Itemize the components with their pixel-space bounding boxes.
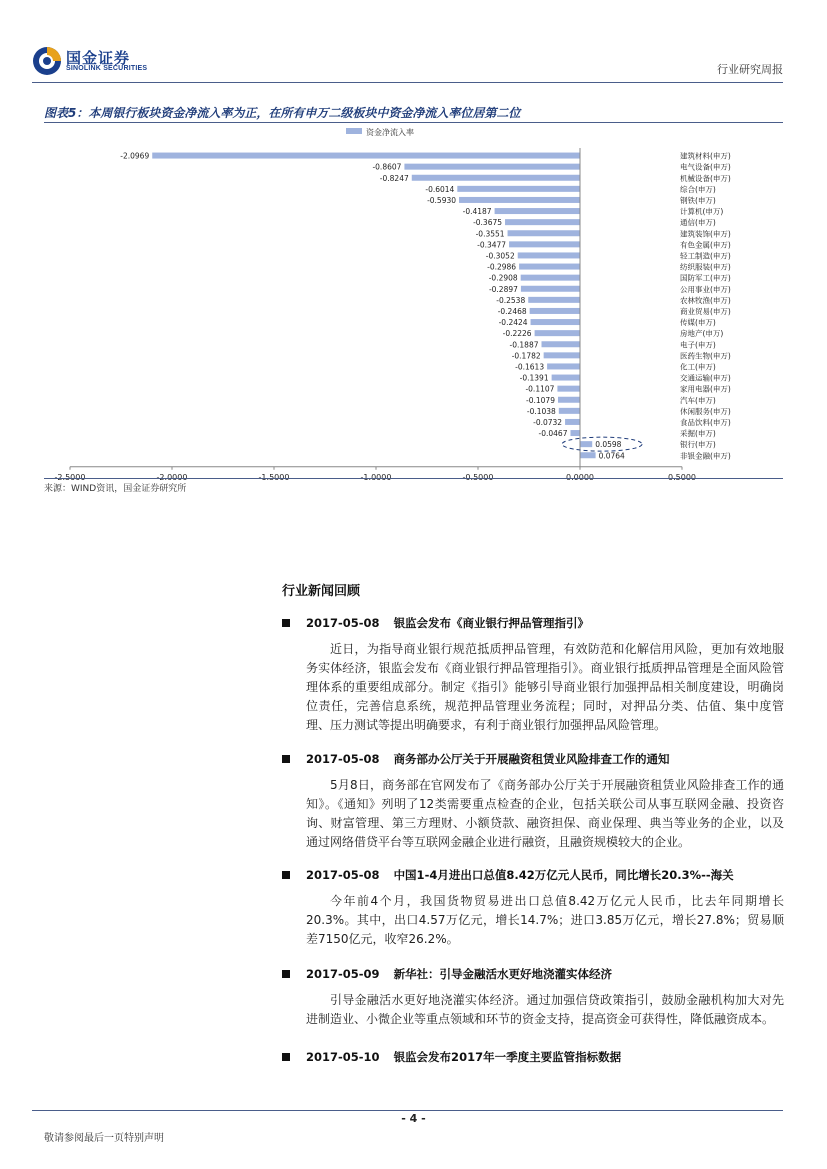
- news-date: 2017-05-09: [306, 967, 380, 981]
- bar: [519, 264, 580, 270]
- bar: [412, 175, 580, 181]
- logo-mark-icon: [32, 46, 62, 76]
- x-tick-label: -0.5000: [462, 472, 494, 482]
- category-label: 房地产(申万): [680, 329, 724, 339]
- news-body: 近日，为指导商业银行规范抵质押品管理，有效防范和化解信用风险，更加有效地服务实体经济，银监会发布《商业银行押品管理指引》。商业银行抵质押品管理是全面风险管理体系的重要组成部分。制定《指引》能够引导商业银行加强押品相关制度建设，明确岗位责任，完善信息系统，规范押品管理业务流程；同时，对押品分类、估值、集中度管理、压力测试等提出明确要求，有利于商业银行加强押品风险管理。: [306, 642, 784, 732]
- bar-value-label: -0.1107: [525, 384, 555, 394]
- category-label: 家用电器(申万): [680, 384, 731, 394]
- news-headline: [282, 1048, 784, 1066]
- header-divider: [32, 82, 783, 83]
- bar-value-label: -0.1782: [511, 351, 541, 361]
- news-headline: [282, 750, 784, 768]
- bar: [559, 408, 580, 414]
- news-headline: [282, 965, 784, 983]
- news-body: 引导金融活水更好地浇灌实体经济。通过加强信贷政策指引，鼓励金融机构加大对先进制造业、小微企业等重点领域和环节的资金支持，提高资金可获得性，降低融资成本。: [306, 993, 784, 1026]
- bar: [509, 241, 580, 247]
- bar-value-label: -0.3551: [475, 229, 505, 239]
- category-label: 休闲服务(申万): [680, 406, 731, 416]
- bar-value-label: -0.2424: [498, 318, 528, 328]
- news-headline: [282, 614, 784, 632]
- x-tick-label: -2.5000: [54, 472, 86, 482]
- news-title: 新华社：引导金融活水更好地浇灌实体经济: [393, 967, 613, 981]
- bar: [547, 363, 580, 369]
- logo-text-cn: 国金证券: [66, 49, 131, 67]
- bar-value-label: -0.3675: [473, 218, 503, 228]
- bullet-icon: [282, 871, 290, 879]
- chart-bottom-divider: [44, 478, 783, 479]
- x-tick-label: 0.0000: [566, 472, 594, 482]
- bar: [580, 452, 596, 458]
- news-item: [282, 750, 784, 852]
- bar-value-label: -0.6014: [425, 184, 455, 194]
- news-date: 2017-05-10: [306, 1050, 380, 1064]
- news-item: [282, 1048, 784, 1066]
- bar-value-label: -0.2226: [502, 329, 532, 339]
- chart-title: 图表5：本周银行板块资金净流入率为正，在所有申万二级板块中资金净流入率位居第二位: [44, 106, 521, 120]
- bar: [531, 319, 580, 325]
- bar-value-label: -0.3052: [485, 251, 515, 261]
- category-label: 公用事业(申万): [680, 284, 731, 294]
- category-label: 医药生物(申万): [680, 351, 731, 361]
- bullet-icon: [282, 970, 290, 978]
- bar-value-label: -0.1613: [515, 362, 545, 372]
- bullet-icon: [282, 1053, 290, 1061]
- bar-value-label: -0.1079: [526, 395, 555, 405]
- x-tick-label: -2.0000: [156, 472, 188, 482]
- bar: [528, 297, 580, 303]
- news-title: 中国1-4月进出口总值8.42万亿元人民币，同比增长20.3%--海关: [393, 868, 734, 882]
- category-label: 农林牧渔(申万): [680, 295, 731, 305]
- category-label: 电子(申万): [680, 340, 716, 350]
- legend-label: 资金净流入率: [366, 128, 414, 137]
- news-title: 商务部办公厅关于开展融资租赁业风险排查工作的通知: [393, 752, 670, 766]
- bar-value-label: -0.2468: [497, 306, 527, 316]
- category-label: 通信(申万): [680, 218, 716, 228]
- chart-source: 来源：WIND资讯，国金证券研究所: [44, 484, 187, 494]
- bar-value-label: 0.0764: [598, 451, 625, 461]
- bullet-icon: [282, 755, 290, 763]
- footer-divider: [32, 1110, 783, 1111]
- logo-text-en: SINOLINK SECURITIES: [66, 65, 148, 72]
- news-date: 2017-05-08: [306, 868, 380, 882]
- category-label: 计算机(申万): [680, 207, 724, 217]
- bar: [505, 219, 580, 225]
- news-date: 2017-05-08: [306, 616, 380, 630]
- bar-value-label: -0.0467: [538, 429, 568, 439]
- page-number: - 4 -: [401, 1112, 426, 1125]
- legend-swatch: [346, 128, 362, 134]
- category-label: 电气设备(申万): [680, 162, 731, 172]
- category-label: 纺织服装(申万): [680, 262, 731, 272]
- bar-value-label: -0.4187: [462, 207, 492, 217]
- bar-value-label: -0.2538: [496, 295, 526, 305]
- news-body: 5月8日，商务部在官网发布了《商务部办公厅关于开展融资租赁业风险排查工作的通知》。《通知》列明了12类需要重点检查的企业，包括关联公司从事互联网金融、投资咨询、财富管理、第三方理财、小额贷款、融资担保、商业保理、典当等业务的企业，以及通过网络借贷平台等互联网金融企业进行融资，且融资规模较大的企业。: [306, 778, 784, 849]
- bar: [459, 197, 580, 203]
- category-label: 交通运输(申万): [680, 373, 731, 383]
- news-headline: [282, 866, 784, 884]
- section-title: 行业新闻回顾: [282, 584, 361, 599]
- category-label: 食品饮料(申万): [680, 417, 731, 427]
- bar: [404, 164, 580, 170]
- bar-value-label: -0.5930: [427, 195, 457, 205]
- bar: [530, 308, 580, 314]
- bar: [570, 430, 580, 436]
- bar-value-label: -0.0732: [533, 417, 563, 427]
- news-body: 今年前4个月，我国货物贸易进出口总值8.42万亿元人民币，比去年同期增长20.3%。其中，出口4.57万亿元，增长14.7%；进口3.85万亿元，增长27.8%；贸易顺差7150亿元，收窄26.2%。: [306, 894, 784, 946]
- bar: [544, 352, 580, 358]
- bar: [521, 275, 580, 281]
- category-label: 非银金融(申万): [680, 451, 731, 461]
- bar-value-label: -0.1887: [509, 340, 539, 350]
- bar-value-label: -0.1038: [526, 406, 556, 416]
- category-label: 综合(申万): [680, 184, 716, 194]
- bar-value-label: -2.0969: [120, 151, 150, 161]
- bar: [565, 419, 580, 425]
- category-label: 商业贸易(申万): [680, 306, 731, 316]
- bar-value-label: -0.2908: [488, 273, 518, 283]
- chart-title-divider: [44, 122, 783, 123]
- bar-value-label: -0.2897: [488, 284, 518, 294]
- report-type: 行业研究周报: [717, 63, 783, 76]
- category-label: 轻工制造(申万): [680, 251, 731, 261]
- bullet-icon: [282, 619, 290, 627]
- news-title: 银监会发布《商业银行押品管理指引》: [393, 616, 590, 630]
- news-item: [282, 965, 784, 1029]
- news-item: [282, 614, 784, 735]
- company-logo: [32, 46, 172, 78]
- bar-value-label: -0.2986: [487, 262, 517, 272]
- category-label: 化工(申万): [680, 362, 716, 372]
- x-tick-label: -1.5000: [258, 472, 290, 482]
- news-date: 2017-05-08: [306, 752, 380, 766]
- news-title: 银监会发布2017年一季度主要监管指标数据: [393, 1050, 622, 1064]
- bar-value-label: -0.8607: [372, 162, 402, 172]
- category-label: 建筑装饰(申万): [680, 229, 731, 239]
- bar: [508, 230, 580, 236]
- category-label: 汽车(申万): [680, 395, 716, 405]
- category-label: 银行(申万): [680, 440, 716, 450]
- bar-value-label: -0.3477: [477, 240, 507, 250]
- x-tick-label: 0.5000: [668, 472, 696, 482]
- category-label: 钢铁(申万): [680, 195, 716, 205]
- fund-inflow-bar-chart: [44, 124, 784, 482]
- bar-value-label: 0.0598: [595, 440, 622, 450]
- bar: [558, 397, 580, 403]
- category-label: 采掘(申万): [680, 429, 716, 439]
- bar: [495, 208, 580, 214]
- news-item: [282, 866, 784, 949]
- bar-value-label: -0.8247: [379, 173, 409, 183]
- bar: [557, 386, 580, 392]
- footer-disclaimer: 敬请参阅最后一页特别声明: [44, 1133, 164, 1144]
- category-label: 建筑材料(申万): [680, 151, 731, 161]
- x-tick-label: -1.0000: [360, 472, 392, 482]
- bar: [542, 341, 580, 347]
- bar: [580, 441, 592, 447]
- category-label: 机械设备(申万): [680, 173, 731, 183]
- page-header: [0, 0, 827, 90]
- bar: [521, 286, 580, 292]
- bar: [457, 186, 580, 192]
- bar-value-label: -0.1391: [519, 373, 549, 383]
- category-label: 传媒(申万): [680, 318, 716, 328]
- bar: [518, 252, 580, 258]
- bar: [152, 153, 580, 159]
- bar: [552, 375, 580, 381]
- bar: [535, 330, 580, 336]
- category-label: 国防军工(申万): [680, 273, 731, 283]
- category-label: 有色金属(申万): [680, 240, 731, 250]
